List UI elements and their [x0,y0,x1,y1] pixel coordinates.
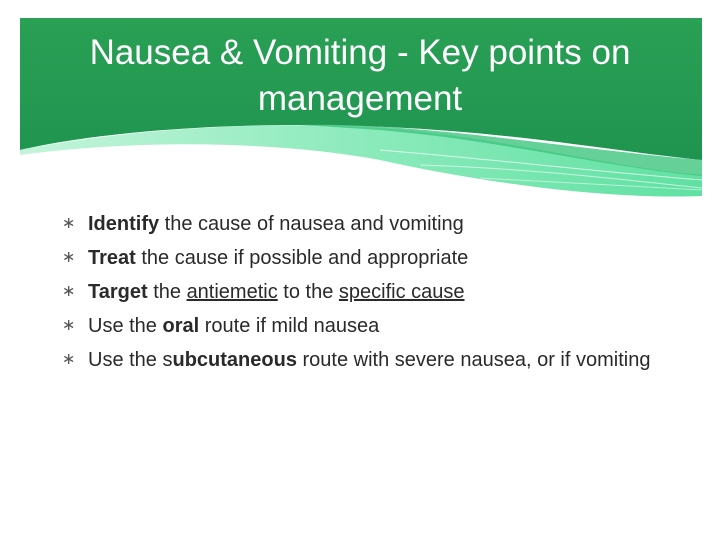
bullet-text: the [147,281,187,303]
asterisk-bullet-icon: ∗ [62,351,76,368]
bullet-text: the cause if possible and appropriate [135,247,469,269]
bullet-text: route with severe nausea, or if vomiting [296,349,651,371]
bullet-item [62,346,662,374]
bullet-keyword: Target [88,281,148,303]
bullet-text: Use the s [88,349,173,371]
asterisk-bullet-icon: ∗ [62,249,76,266]
bullet-keyword: oral [162,315,200,337]
bullet-text: Use the [88,315,163,337]
bullet-item [62,244,662,272]
asterisk-bullet-icon: ∗ [62,215,76,232]
underlined-term: antiemetic [186,281,278,303]
bullet-keyword: Identify [88,213,160,235]
underlined-term: specific cause [338,281,465,303]
bullet-item [62,312,662,340]
bullet-keyword: Treat [88,247,136,269]
bullet-keyword: ubcutaneous [172,349,297,371]
bullet-item [62,278,662,306]
bullet-text: to the [277,281,339,303]
asterisk-bullet-icon: ∗ [62,317,76,334]
bullet-item [62,210,662,238]
asterisk-bullet-icon: ∗ [62,283,76,300]
bullet-list [62,210,662,380]
bullet-text: the cause of nausea and vomiting [159,213,464,235]
bullet-text: route if mild nausea [199,315,380,337]
slide-title: Nausea & Vomiting - Key points on management [89,33,631,118]
